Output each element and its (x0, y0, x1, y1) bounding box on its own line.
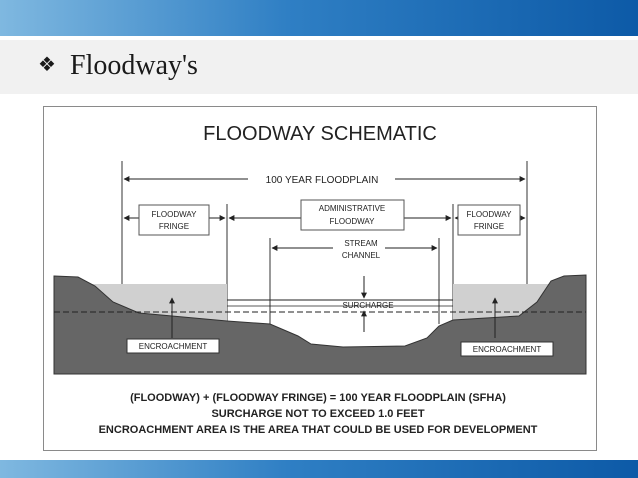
fringe-left-line-1: FLOODWAY (151, 210, 197, 219)
slide-title: Floodway's (70, 50, 198, 81)
caption-line-1: (FLOODWAY) + (FLOODWAY FRINGE) = 100 YEAR FLOODPLAIN (SFHA) (130, 392, 506, 404)
fringe-right-line-1: FLOODWAY (466, 210, 512, 219)
footer-bar (0, 460, 638, 478)
admin-floodway-line-1: ADMINISTRATIVE (318, 204, 386, 213)
floodway-schematic (43, 106, 597, 451)
admin-floodway-line-2: FLOODWAY (329, 217, 375, 226)
header-bar (0, 0, 638, 36)
fringe-left-line-2: FRINGE (158, 222, 190, 231)
stream-channel-line-2: CHANNEL (341, 251, 381, 260)
diamond-bullet-icon: ❖ (38, 52, 56, 76)
encroachment-right-label: ENCROACHMENT (472, 345, 542, 354)
encroachment-left-label: ENCROACHMENT (138, 342, 208, 351)
floodplain-label: 100 YEAR FLOODPLAIN (265, 175, 379, 186)
caption-line-3: ENCROACHMENT AREA IS THE AREA THAT COULD BE USED FOR DEVELOPMENT (98, 424, 538, 436)
fringe-right-line-2: FRINGE (473, 222, 505, 231)
caption-line-2: SURCHARGE NOT TO EXCEED 1.0 FEET (211, 408, 425, 420)
stream-channel-line-1: STREAM (344, 239, 378, 248)
diagram-title: FLOODWAY SCHEMATIC (203, 123, 437, 145)
surcharge-label: SURCHARGE (342, 301, 394, 310)
